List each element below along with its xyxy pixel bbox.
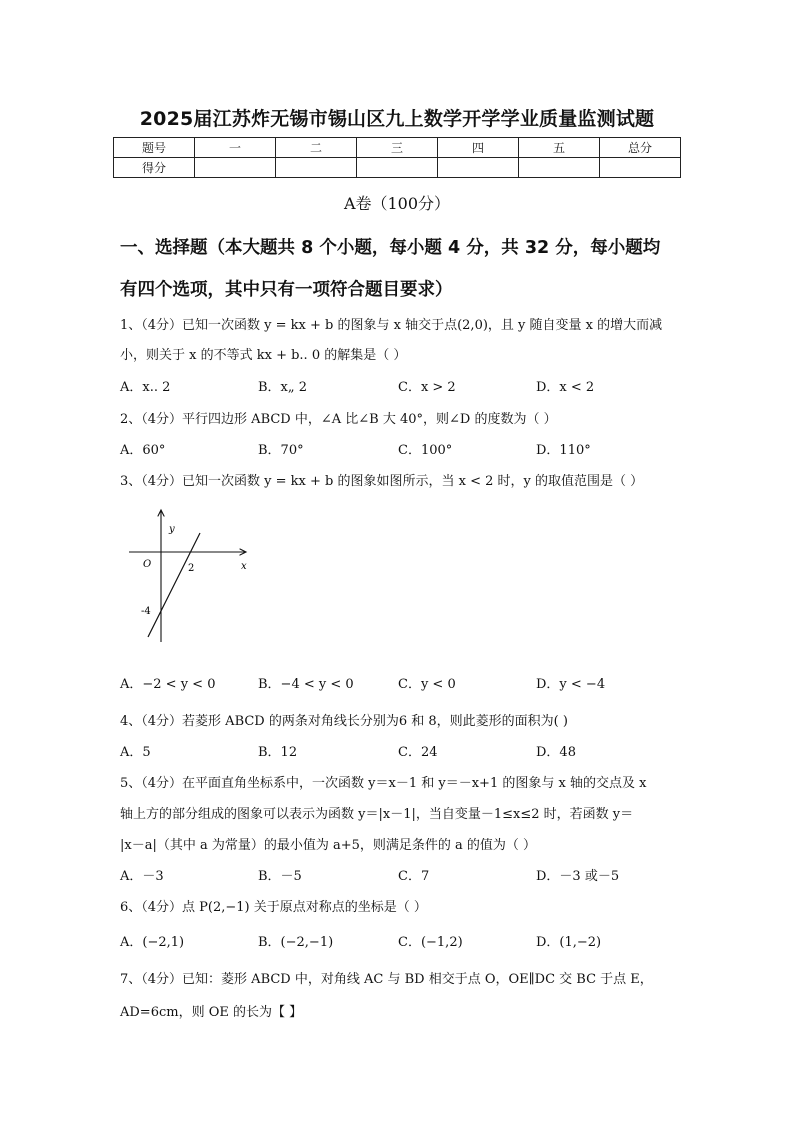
score-cell[interactable] <box>519 158 600 178</box>
x-intercept-label: 2 <box>188 563 195 574</box>
score-table-header-row <box>114 138 681 158</box>
question-5-line2: 轴上方的部分组成的图象可以表示为函数 y＝|x－1|，当自变量－1≤x≤2 时，若函数 y＝ <box>120 807 634 822</box>
option-c: C．100° <box>398 443 453 458</box>
score-table-header-cell: 题号 <box>114 138 195 158</box>
option-d: D．(1,−2) <box>536 935 602 950</box>
option-a: A．－3 <box>120 869 164 884</box>
score-table-score-row <box>114 158 681 178</box>
option-d: D．－3 或－5 <box>536 869 620 884</box>
option-b: B．−4 < y < 0 <box>258 677 354 692</box>
score-table-header-cell: 一 <box>195 138 276 158</box>
option-a: A．x.. 2 <box>120 380 171 395</box>
question-3-line1: 3、（4分）已知一次函数 y = kx + b 的图象如图所示，当 x < 2 时，y 的取值范围是（ ） <box>120 474 644 489</box>
score-table-header-cell: 总分 <box>600 138 681 158</box>
score-table <box>113 137 681 178</box>
question-5-line3: |x－a|（其中 a 为常量）的最小值为 a+5，则满足条件的 a 的值为（ ） <box>120 838 537 853</box>
option-b: B．70° <box>258 443 304 458</box>
section-heading: A卷（100分） <box>343 194 451 213</box>
score-cell[interactable] <box>438 158 519 178</box>
origin-label: O <box>143 559 152 570</box>
option-a: A．−2 < y < 0 <box>120 677 216 692</box>
score-table-header-cell: 三 <box>357 138 438 158</box>
score-cell[interactable] <box>357 158 438 178</box>
part-heading-line2: 有四个选项，其中只有一项符合题目要求） <box>120 280 453 300</box>
part-heading-line1: 一、选择题（本大题共 8 个小题，每小题 4 分，共 32 分，每小题均 <box>120 238 661 258</box>
question-4-line1: 4、（4分）若菱形 ABCD 的两条对角线长分别为6 和 8，则此菱形的面积为( ) <box>120 714 568 729</box>
option-d: D．48 <box>536 745 576 760</box>
exam-title: 2025届江苏炸无锡市锡山区九上数学开学学业质量监测试题 <box>139 108 655 130</box>
option-d: D．x < 2 <box>536 380 595 395</box>
score-cell[interactable] <box>195 158 276 178</box>
function-line <box>148 533 200 637</box>
score-cell[interactable] <box>276 158 357 178</box>
option-a: A．60° <box>120 443 166 458</box>
function-graph <box>124 505 264 650</box>
option-d: D．110° <box>536 443 591 458</box>
question-1-line2: 小，则关于 x 的不等式 kx + b.. 0 的解集是（ ） <box>120 348 407 363</box>
option-c: C．x > 2 <box>398 380 456 395</box>
option-b: B．(−2,−1) <box>258 935 334 950</box>
option-a: A．5 <box>120 745 151 760</box>
question-5-line1: 5、（4分）在平面直角坐标系中，一次函数 y＝x－1 和 y＝－x+1 的图象与 x 轴的交点及 x <box>120 776 647 791</box>
option-c: C．y < 0 <box>398 677 456 692</box>
score-cell[interactable] <box>600 158 681 178</box>
score-table-header-cell: 五 <box>519 138 600 158</box>
option-b: B．x„ 2 <box>258 380 308 395</box>
score-table-header-cell: 二 <box>276 138 357 158</box>
score-table-header-cell: 四 <box>438 138 519 158</box>
option-c: C．24 <box>398 745 438 760</box>
y-axis-label: y <box>169 524 175 535</box>
option-c: C．7 <box>398 869 430 884</box>
question-1-line1: 1、（4分）已知一次函数 y = kx + b 的图象与 x 轴交于点(2,0)，且 y 随自变量 x 的增大而减 <box>120 318 663 333</box>
option-d: D．y < −4 <box>536 677 606 692</box>
question-7-line2: AD=6cm，则 OE 的长为【 】 <box>120 1005 303 1020</box>
option-a: A．(−2,1) <box>120 935 185 950</box>
x-axis-label: x <box>241 561 247 572</box>
question-6-line1: 6、（4分）点 P(2,−1) 关于原点对称点的坐标是（ ） <box>120 900 427 915</box>
question-7-line1: 7、（4分）已知：菱形 ABCD 中，对角线 AC 与 BD 相交于点 O，OE∥DC 交 BC 于点 E， <box>120 972 653 987</box>
question-2-line1: 2、（4分）平行四边形 ABCD 中，∠A 比∠B 大 40°，则∠D 的度数为（ ） <box>120 412 557 427</box>
option-b: B．12 <box>258 745 298 760</box>
option-c: C．(−1,2) <box>398 935 463 950</box>
y-intercept-label: -4 <box>141 606 151 617</box>
option-b: B．－5 <box>258 869 302 884</box>
score-table-row-label: 得分 <box>114 158 195 178</box>
